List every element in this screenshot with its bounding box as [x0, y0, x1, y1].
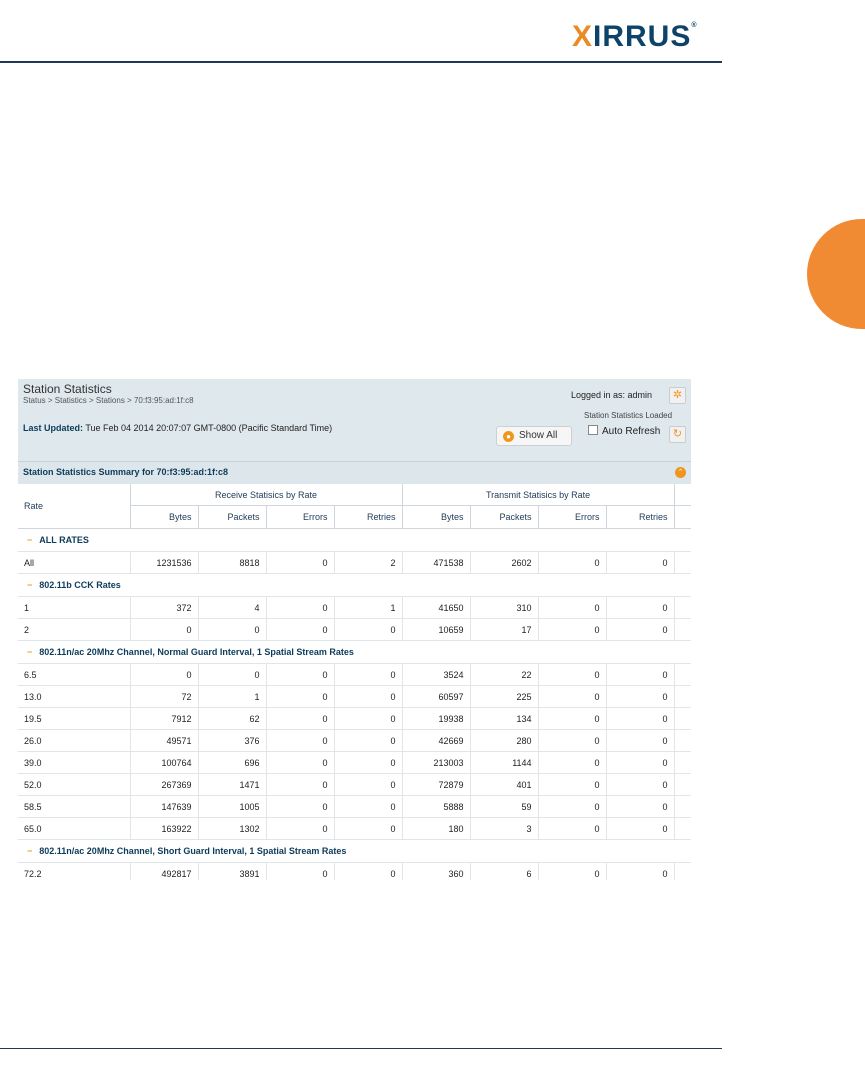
- stat-cell: 0: [334, 686, 402, 708]
- column-header: Bytes: [402, 506, 470, 529]
- stat-cell: 0: [266, 730, 334, 752]
- collapse-icon[interactable]: ⌃: [675, 467, 686, 478]
- stat-cell: 0: [266, 774, 334, 796]
- stat-cell: 0: [538, 552, 606, 574]
- last-updated-label: Last Updated:: [23, 423, 84, 433]
- stat-cell: 0: [334, 664, 402, 686]
- table-row: [18, 619, 691, 641]
- stat-cell: 41650: [402, 597, 470, 619]
- row-spacer: [674, 752, 691, 774]
- rate-cell: 39.0: [18, 752, 130, 774]
- stat-cell: 0: [334, 730, 402, 752]
- column-header: Packets: [198, 506, 266, 529]
- stat-cell: 0: [198, 664, 266, 686]
- stat-cell: 492817: [130, 863, 198, 881]
- row-spacer: [674, 664, 691, 686]
- logged-in-user: Logged in as: admin: [571, 390, 653, 400]
- stat-cell: 0: [606, 863, 674, 881]
- stat-cell: 225: [470, 686, 538, 708]
- gear-icon: ✲: [672, 389, 683, 401]
- rate-cell: 6.5: [18, 664, 130, 686]
- collapse-group-icon[interactable]: −: [27, 580, 33, 590]
- row-spacer: [674, 796, 691, 818]
- auto-refresh-label: Auto Refresh: [602, 426, 661, 437]
- row-spacer: [674, 597, 691, 619]
- column-header: Errors: [538, 506, 606, 529]
- rate-group-label: 802.11b CCK Rates: [39, 580, 121, 590]
- stat-cell: 0: [606, 597, 674, 619]
- stat-cell: 2602: [470, 552, 538, 574]
- stat-cell: 280: [470, 730, 538, 752]
- stat-cell: 0: [538, 708, 606, 730]
- stat-cell: 0: [538, 818, 606, 840]
- collapse-group-icon[interactable]: −: [27, 647, 33, 657]
- station-statistics-panel: [18, 379, 691, 880]
- stat-cell: 0: [266, 597, 334, 619]
- page-title: Station Statistics: [23, 382, 112, 396]
- rate-column-header: Rate: [18, 484, 130, 529]
- receive-header: Receive Statisics by Rate: [130, 484, 402, 506]
- table-row: [18, 552, 691, 574]
- stat-cell: 0: [198, 619, 266, 641]
- stat-cell: 1: [198, 686, 266, 708]
- stat-cell: 180: [402, 818, 470, 840]
- stat-cell: 42669: [402, 730, 470, 752]
- table-row: [18, 818, 691, 840]
- stat-cell: 0: [266, 796, 334, 818]
- stat-cell: 0: [606, 818, 674, 840]
- stat-cell: 0: [538, 774, 606, 796]
- row-spacer: [674, 774, 691, 796]
- rate-cell: 13.0: [18, 686, 130, 708]
- stat-cell: 2: [334, 552, 402, 574]
- header-spacer: [674, 484, 691, 506]
- stat-cell: 360: [402, 863, 470, 881]
- rate-cell: 58.5: [18, 796, 130, 818]
- rate-group-cell: [18, 574, 691, 597]
- stat-cell: 134: [470, 708, 538, 730]
- rate-cell: 19.5: [18, 708, 130, 730]
- footer-rule: [0, 1048, 722, 1049]
- stat-cell: 0: [266, 818, 334, 840]
- stat-cell: 4: [198, 597, 266, 619]
- stat-cell: 8818: [198, 552, 266, 574]
- refresh-icon: ↻: [672, 428, 683, 440]
- table-row: [18, 863, 691, 881]
- stat-cell: 0: [606, 752, 674, 774]
- row-spacer: [674, 863, 691, 881]
- rate-group-row[interactable]: [18, 574, 691, 597]
- column-header: Bytes: [130, 506, 198, 529]
- stat-cell: 0: [334, 863, 402, 881]
- table-row: [18, 708, 691, 730]
- xirrus-logo: XIRRUS®: [572, 20, 698, 53]
- stat-cell: 60597: [402, 686, 470, 708]
- rate-cell: 72.2: [18, 863, 130, 881]
- stat-cell: 0: [266, 619, 334, 641]
- rate-cell: 65.0: [18, 818, 130, 840]
- stat-cell: 0: [334, 774, 402, 796]
- stat-cell: 59: [470, 796, 538, 818]
- panel-header: [18, 379, 691, 461]
- stat-cell: 1231536: [130, 552, 198, 574]
- collapse-group-icon[interactable]: −: [27, 535, 33, 545]
- stat-cell: 1471: [198, 774, 266, 796]
- column-header: Retries: [606, 506, 674, 529]
- stat-cell: 0: [606, 708, 674, 730]
- table-row: [18, 774, 691, 796]
- rate-cell: 2: [18, 619, 130, 641]
- stat-cell: 1005: [198, 796, 266, 818]
- breadcrumb: Status > Statistics > Stations > 70:f3:95:ad:1f:c8: [23, 396, 194, 405]
- stat-cell: 100764: [130, 752, 198, 774]
- stat-cell: 3: [470, 818, 538, 840]
- stat-cell: 0: [538, 664, 606, 686]
- table-row: [18, 664, 691, 686]
- rate-cell: 52.0: [18, 774, 130, 796]
- rate-group-label: 802.11n/ac 20Mhz Channel, Short Guard Interval, 1 Spatial Stream Rates: [39, 846, 347, 856]
- rate-cell: 26.0: [18, 730, 130, 752]
- stat-cell: 1302: [198, 818, 266, 840]
- stat-cell: 1: [334, 597, 402, 619]
- stat-cell: 0: [334, 752, 402, 774]
- stat-cell: 49571: [130, 730, 198, 752]
- last-updated: [23, 423, 332, 433]
- rate-group-cell: [18, 529, 691, 552]
- table-row: [18, 686, 691, 708]
- stat-cell: 0: [606, 619, 674, 641]
- stat-cell: 163922: [130, 818, 198, 840]
- row-spacer: [674, 730, 691, 752]
- magnify-icon: ●: [503, 431, 514, 442]
- header-spacer: [674, 506, 691, 529]
- show-all-label: Show All: [519, 430, 558, 441]
- stat-cell: 0: [266, 863, 334, 881]
- stat-cell: 72879: [402, 774, 470, 796]
- rate-statistics-table: [18, 484, 691, 880]
- row-spacer: [674, 708, 691, 730]
- stat-cell: 696: [198, 752, 266, 774]
- stat-cell: 0: [334, 818, 402, 840]
- row-spacer: [674, 818, 691, 840]
- table-row: [18, 730, 691, 752]
- stat-cell: 0: [266, 552, 334, 574]
- transmit-header: Transmit Statisics by Rate: [402, 484, 674, 506]
- auto-refresh-checkbox[interactable]: [588, 425, 598, 435]
- stat-cell: 72: [130, 686, 198, 708]
- stat-cell: 17: [470, 619, 538, 641]
- row-spacer: [674, 619, 691, 641]
- stat-cell: 213003: [402, 752, 470, 774]
- summary-header: [18, 461, 691, 484]
- rate-group-row[interactable]: [18, 641, 691, 664]
- stat-cell: 1144: [470, 752, 538, 774]
- table-row: [18, 597, 691, 619]
- header-rule: [0, 61, 722, 63]
- rate-group-cell: [18, 840, 691, 863]
- stat-cell: 376: [198, 730, 266, 752]
- stat-cell: 0: [334, 708, 402, 730]
- column-header: Retries: [334, 506, 402, 529]
- rate-cell: All: [18, 552, 130, 574]
- row-spacer: [674, 686, 691, 708]
- stat-cell: 0: [130, 664, 198, 686]
- auto-refresh-toggle[interactable]: [588, 425, 660, 437]
- stat-cell: 0: [606, 552, 674, 574]
- stat-cell: 0: [538, 796, 606, 818]
- stat-cell: 372: [130, 597, 198, 619]
- rate-group-label: 802.11n/ac 20Mhz Channel, Normal Guard Interval, 1 Spatial Stream Rates: [39, 647, 354, 657]
- stat-cell: 0: [606, 664, 674, 686]
- stat-cell: 3891: [198, 863, 266, 881]
- collapse-group-icon[interactable]: −: [27, 846, 33, 856]
- stat-cell: 0: [606, 796, 674, 818]
- stat-cell: 0: [130, 619, 198, 641]
- table-row: [18, 752, 691, 774]
- stat-cell: 267369: [130, 774, 198, 796]
- rate-group-label: ALL RATES: [39, 535, 89, 545]
- stat-cell: 5888: [402, 796, 470, 818]
- table-row: [18, 796, 691, 818]
- column-header: Packets: [470, 506, 538, 529]
- stat-cell: 6: [470, 863, 538, 881]
- chapter-tab: [807, 219, 865, 329]
- stat-cell: 0: [538, 619, 606, 641]
- rate-group-row[interactable]: [18, 529, 691, 552]
- stat-cell: 0: [538, 597, 606, 619]
- stat-cell: 310: [470, 597, 538, 619]
- stat-cell: 0: [606, 774, 674, 796]
- rate-group-row[interactable]: [18, 840, 691, 863]
- stat-cell: 10659: [402, 619, 470, 641]
- stat-cell: 147639: [130, 796, 198, 818]
- stat-cell: 0: [266, 664, 334, 686]
- status-message: Station Statistics Loaded: [584, 411, 673, 420]
- stat-cell: 401: [470, 774, 538, 796]
- stat-cell: 19938: [402, 708, 470, 730]
- stat-cell: 0: [334, 796, 402, 818]
- rate-group-cell: [18, 641, 691, 664]
- stat-cell: 62: [198, 708, 266, 730]
- stat-cell: 0: [266, 752, 334, 774]
- summary-title: Station Statistics Summary for 70:f3:95:ad:1f:c8: [23, 467, 229, 477]
- stat-cell: 0: [538, 686, 606, 708]
- stat-cell: 0: [606, 686, 674, 708]
- show-all-button[interactable]: [496, 426, 572, 446]
- stat-cell: 0: [606, 730, 674, 752]
- stat-cell: 0: [538, 863, 606, 881]
- rate-cell: 1: [18, 597, 130, 619]
- stat-cell: 0: [334, 619, 402, 641]
- stat-cell: 22: [470, 664, 538, 686]
- last-updated-value: Tue Feb 04 2014 20:07:07 GMT-0800 (Pacific Standard Time): [85, 423, 333, 433]
- settings-button[interactable]: [669, 387, 686, 404]
- column-header: Errors: [266, 506, 334, 529]
- stat-cell: 3524: [402, 664, 470, 686]
- row-spacer: [674, 552, 691, 574]
- stat-cell: 0: [266, 686, 334, 708]
- stat-cell: 0: [538, 752, 606, 774]
- stat-cell: 7912: [130, 708, 198, 730]
- stat-cell: 0: [538, 730, 606, 752]
- stat-cell: 0: [266, 708, 334, 730]
- stat-cell: 471538: [402, 552, 470, 574]
- refresh-button[interactable]: [669, 426, 686, 443]
